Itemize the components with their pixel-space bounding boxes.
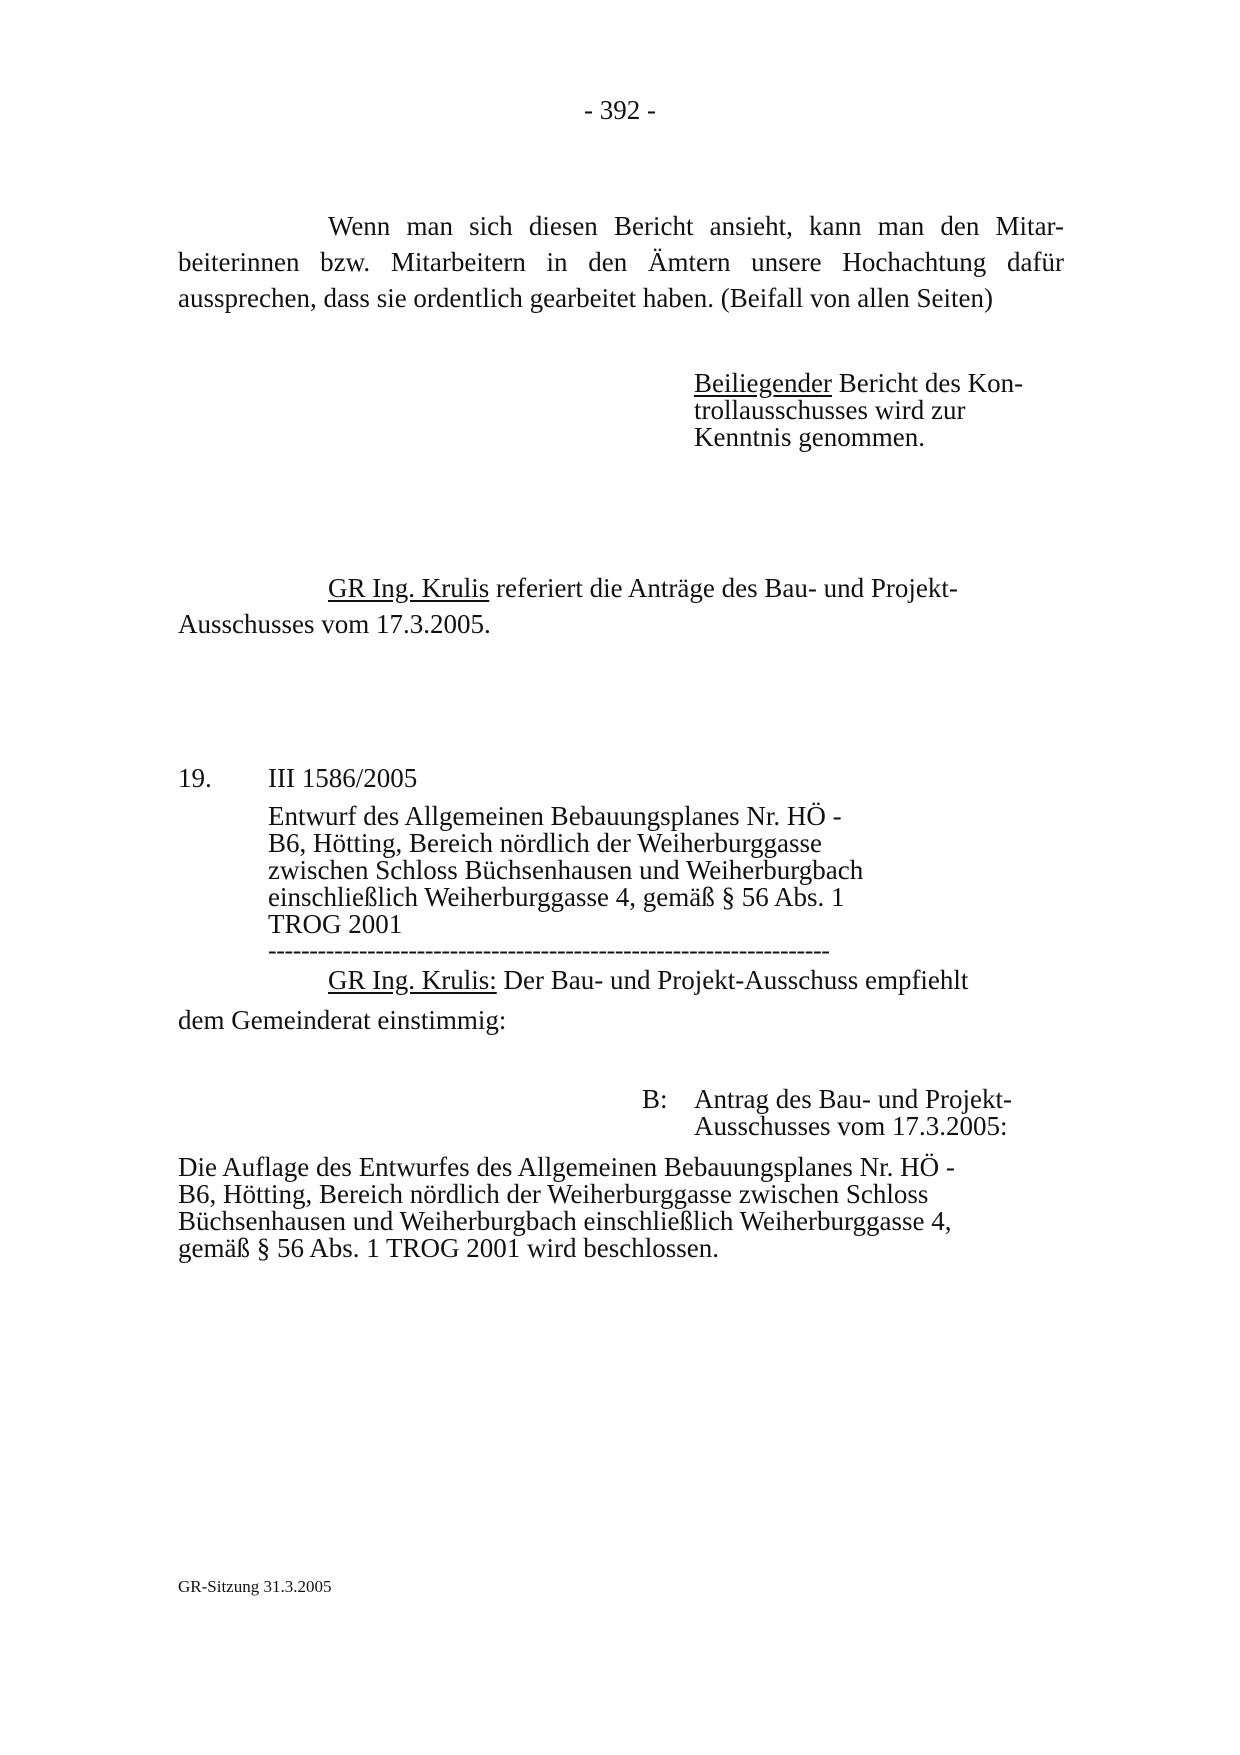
decision-paragraph xyxy=(178,1154,1058,1262)
item-title-line: einschließlich Weiherburggasse 4, gemäß § 56 Abs. 1 xyxy=(268,882,845,912)
item-separator: -------------------------------------------------------------------- xyxy=(268,936,830,965)
item-title-line: Entwurf des Allgemeinen Bebauungsplanes Nr. HÖ - xyxy=(268,801,842,831)
speech-paragraph xyxy=(178,208,1064,316)
item-title-line: B6, Hötting, Bereich nördlich der Weiherburggasse xyxy=(268,828,822,858)
recommendation-line-2: dem Gemeinderat einstimmig: xyxy=(178,1005,507,1035)
resolution-underlined: Beiliegender xyxy=(694,368,832,398)
recommendation-paragraph xyxy=(178,962,1064,1038)
recommendation-speaker: GR Ing. Krulis: xyxy=(328,965,497,995)
footer-session: GR-Sitzung 31.3.2005 xyxy=(178,1577,332,1596)
item-title-line: TROG 2001 xyxy=(268,909,403,939)
resolution-line-3: Kenntnis genommen. xyxy=(694,422,925,452)
recommendation-line-1: Der Bau- und Projekt-Ausschuss empfiehlt xyxy=(496,965,969,995)
page-number: - 392 - xyxy=(584,95,656,125)
report-speaker: GR Ing. Krulis xyxy=(328,573,490,603)
item-reference: III 1586/2005 xyxy=(268,763,418,793)
item-title-line: zwischen Schloss Büchsenhausen und Weiherburgbach xyxy=(268,855,864,885)
speech-line-3: aussprechen, dass sie ordentlich gearbeitet haben. (Beifall von allen Seiten) xyxy=(178,283,993,313)
speech-line-2: beiterinnen bzw. Mitarbeitern in den Ämtern unsere Hochachtung dafür xyxy=(178,247,1064,277)
report-paragraph xyxy=(178,570,1064,642)
item-title xyxy=(268,803,968,938)
motion-heading xyxy=(694,1086,1094,1140)
resolution-line-2: trollausschusses wird zur xyxy=(694,395,966,425)
report-line-2: Ausschusses vom 17.3.2005. xyxy=(178,609,491,639)
report-line-1: referiert die Anträge des Bau- und Projekt- xyxy=(489,573,958,603)
resolution-note xyxy=(694,370,1094,451)
speech-line-1: Wenn man sich diesen Bericht ansieht, kann man den Mitar- xyxy=(328,211,1064,241)
decision-line: gemäß § 56 Abs. 1 TROG 2001 wird beschlossen. xyxy=(178,1233,719,1263)
motion-label: B: xyxy=(642,1084,668,1114)
decision-line: B6, Hötting, Bereich nördlich der Weiherburggasse zwischen Schloss xyxy=(178,1179,929,1209)
decision-line: Die Auflage des Entwurfes des Allgemeinen Bebauungsplanes Nr. HÖ - xyxy=(178,1152,955,1182)
motion-line-2: Ausschusses vom 17.3.2005: xyxy=(694,1111,1008,1141)
motion-line-1: Antrag des Bau- und Projekt- xyxy=(694,1084,1012,1114)
decision-line: Büchsenhausen und Weiherburgbach einschließlich Weiherburggasse 4, xyxy=(178,1206,952,1236)
item-number: 19. xyxy=(178,763,212,793)
resolution-line-1: Bericht des Kon- xyxy=(831,368,1024,398)
